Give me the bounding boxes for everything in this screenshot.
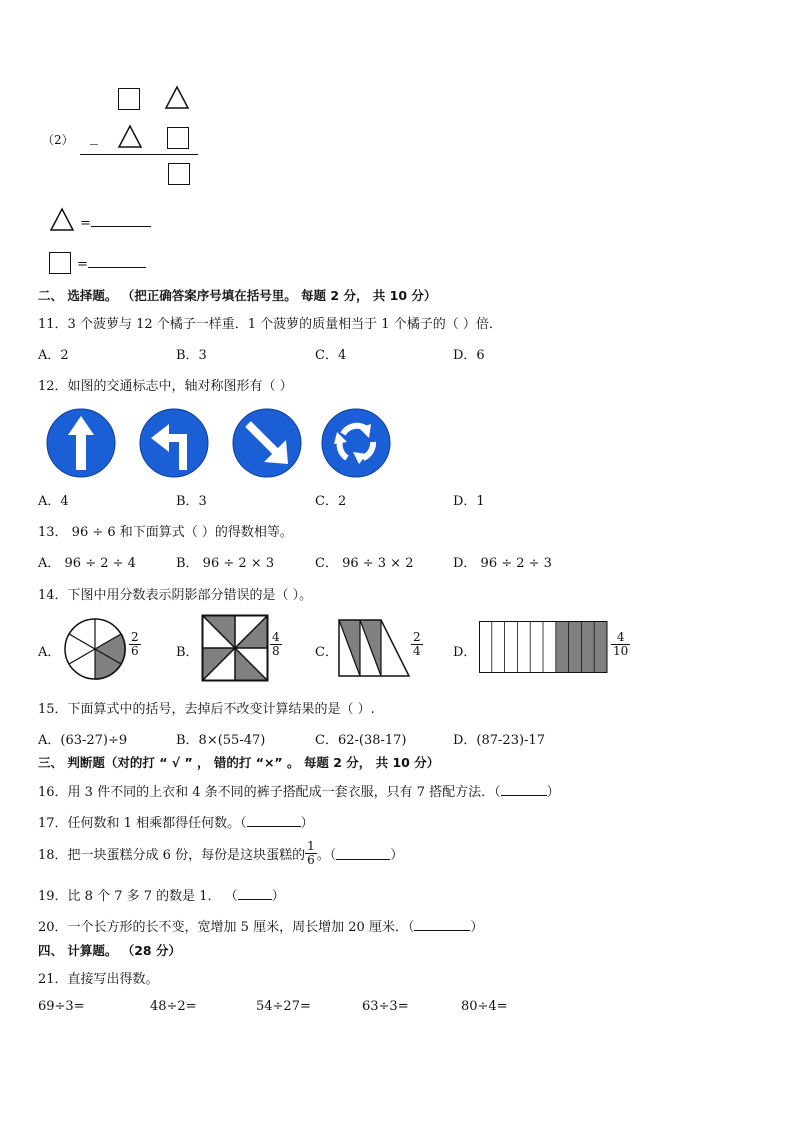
question-text: 19．比 8 个 7 多 7 的数是 1． （ [38, 889, 238, 904]
question-16 [38, 781, 560, 800]
circle-fraction-figure [64, 618, 126, 680]
calc-item[interactable]: 80÷4= [461, 999, 508, 1014]
option-d[interactable]: D．6 [453, 348, 485, 363]
question-text: 20．一个长方形的长不变，宽增加 5 厘米，周长增加 20 厘米．（ [38, 920, 415, 935]
answer-blank[interactable] [336, 847, 390, 860]
question-text: 14．下图中用分数表示阴影部分错误的是（ ）。 [38, 588, 313, 603]
option-b[interactable]: B．3 [176, 494, 207, 509]
calc-item[interactable]: 54÷27= [256, 999, 311, 1014]
turn-left-icon [139, 408, 209, 478]
triangle-icon [118, 125, 142, 149]
close-paren: ） [390, 848, 404, 863]
digit-box [49, 252, 71, 274]
roundabout-icon [321, 408, 391, 478]
close-paren: ） [470, 920, 484, 935]
question-text: 13． 96 ÷ 6 和下面算式（ ）的得数相等。 [38, 525, 293, 540]
option-d[interactable]: D．1 [453, 494, 485, 509]
fraction-label: $\frac{4}{10}$ [613, 630, 629, 658]
question-19 [38, 885, 285, 904]
option-a[interactable]: A．(63-27)÷9 [38, 733, 128, 748]
option-d[interactable]: D． 96 ÷ 2 ÷ 3 [453, 556, 552, 571]
calc-item[interactable]: 63÷3= [362, 999, 409, 1014]
option-c[interactable]: C． 96 ÷ 3 × 2 [315, 556, 414, 571]
option-c-letter[interactable]: C． [315, 645, 338, 660]
option-b[interactable]: B． 96 ÷ 2 × 3 [176, 556, 275, 571]
question-20 [38, 916, 483, 935]
question-text: 11．3 个菠萝与 12 个橘子一样重．1 个菠萝的质量相当于 1 个橘子的（ ）倍． [38, 317, 502, 332]
section-title: 四、 计算题。 （28 分） [38, 943, 181, 958]
option-a[interactable]: A．4 [38, 494, 69, 509]
digit-box [118, 88, 140, 110]
option-d-letter[interactable]: D． [453, 645, 477, 660]
bar-fraction-figure [479, 621, 608, 673]
square-answer [77, 255, 146, 272]
question-label: （2） [42, 133, 74, 147]
option-b-letter[interactable]: B． [176, 645, 199, 660]
option-a[interactable]: A．2 [38, 348, 69, 363]
calc-item[interactable]: 48÷2= [150, 999, 197, 1014]
question-17 [38, 812, 314, 831]
subtraction-line [80, 154, 198, 155]
triangle-answer [80, 214, 151, 231]
fraction-label: $\frac{2}{4}$ [413, 630, 421, 658]
answer-blank[interactable] [414, 918, 470, 931]
square-fraction-figure [202, 615, 268, 681]
question-18 [38, 840, 403, 867]
question-text: 12．如图的交通标志中，轴对称图形有（ ） [38, 379, 293, 394]
option-b[interactable]: B．8×(55-47) [176, 733, 266, 748]
question-text-after: 。（ [316, 848, 337, 863]
section-title: 二、 选择题。 （把正确答案序号填在括号里。 每题 2 分， 共 10 分） [38, 288, 437, 303]
answer-blank[interactable] [91, 214, 151, 227]
question-text: 16．用 3 件不同的上衣和 4 条不同的裤子搭配成一套衣服，只有 7 搭配方法．（ [38, 785, 501, 800]
digit-box [168, 163, 190, 185]
question-text: 17．任何数和 1 相乘都得任何数。（ [38, 816, 247, 831]
question-text: 21．直接写出得数。 [38, 972, 159, 987]
equals: = [80, 216, 91, 231]
option-c[interactable]: C．4 [315, 348, 347, 363]
option-d[interactable]: D．(87-23)-17 [453, 733, 545, 748]
question-text: 15．下面算式中的括号，去掉后不改变计算结果的是（ ）. [38, 702, 375, 717]
equals: = [77, 257, 88, 272]
parallelogram-fraction-figure [339, 620, 411, 676]
triangle-icon [165, 86, 189, 110]
minus-sign: _ [90, 126, 98, 145]
close-paren: ） [546, 785, 560, 800]
question-text: 18．把一块蛋糕分成 6 份，每份是这块蛋糕的 [38, 848, 306, 863]
answer-blank[interactable] [88, 255, 146, 268]
fraction-label: $\frac{4}{8}$ [272, 630, 280, 658]
triangle-icon [50, 208, 74, 232]
close-paren: ） [271, 889, 285, 904]
answer-blank[interactable] [247, 814, 301, 827]
answer-blank[interactable] [501, 783, 547, 796]
fraction-label: $\frac{2}{6}$ [131, 630, 139, 658]
option-a-letter[interactable]: A． [38, 645, 61, 660]
option-a[interactable]: A． 96 ÷ 2 ÷ 4 [38, 556, 136, 571]
calc-item[interactable]: 69÷3= [38, 999, 85, 1014]
option-b[interactable]: B．3 [176, 348, 207, 363]
option-c[interactable]: C．2 [315, 494, 347, 509]
arrow-up-icon [46, 408, 116, 478]
close-paren: ） [300, 816, 314, 831]
digit-box [167, 127, 189, 149]
arrow-down-right-icon [232, 408, 302, 478]
fraction-label: $\frac{1}{6}$ [307, 839, 315, 867]
option-c[interactable]: C．62-(38-17) [315, 733, 407, 748]
answer-blank[interactable] [238, 887, 272, 900]
section-title: 三、 判断题（对的打 “ √ ” ， 错的打 “×” 。 每题 2 分， 共 10 分） [38, 755, 440, 770]
